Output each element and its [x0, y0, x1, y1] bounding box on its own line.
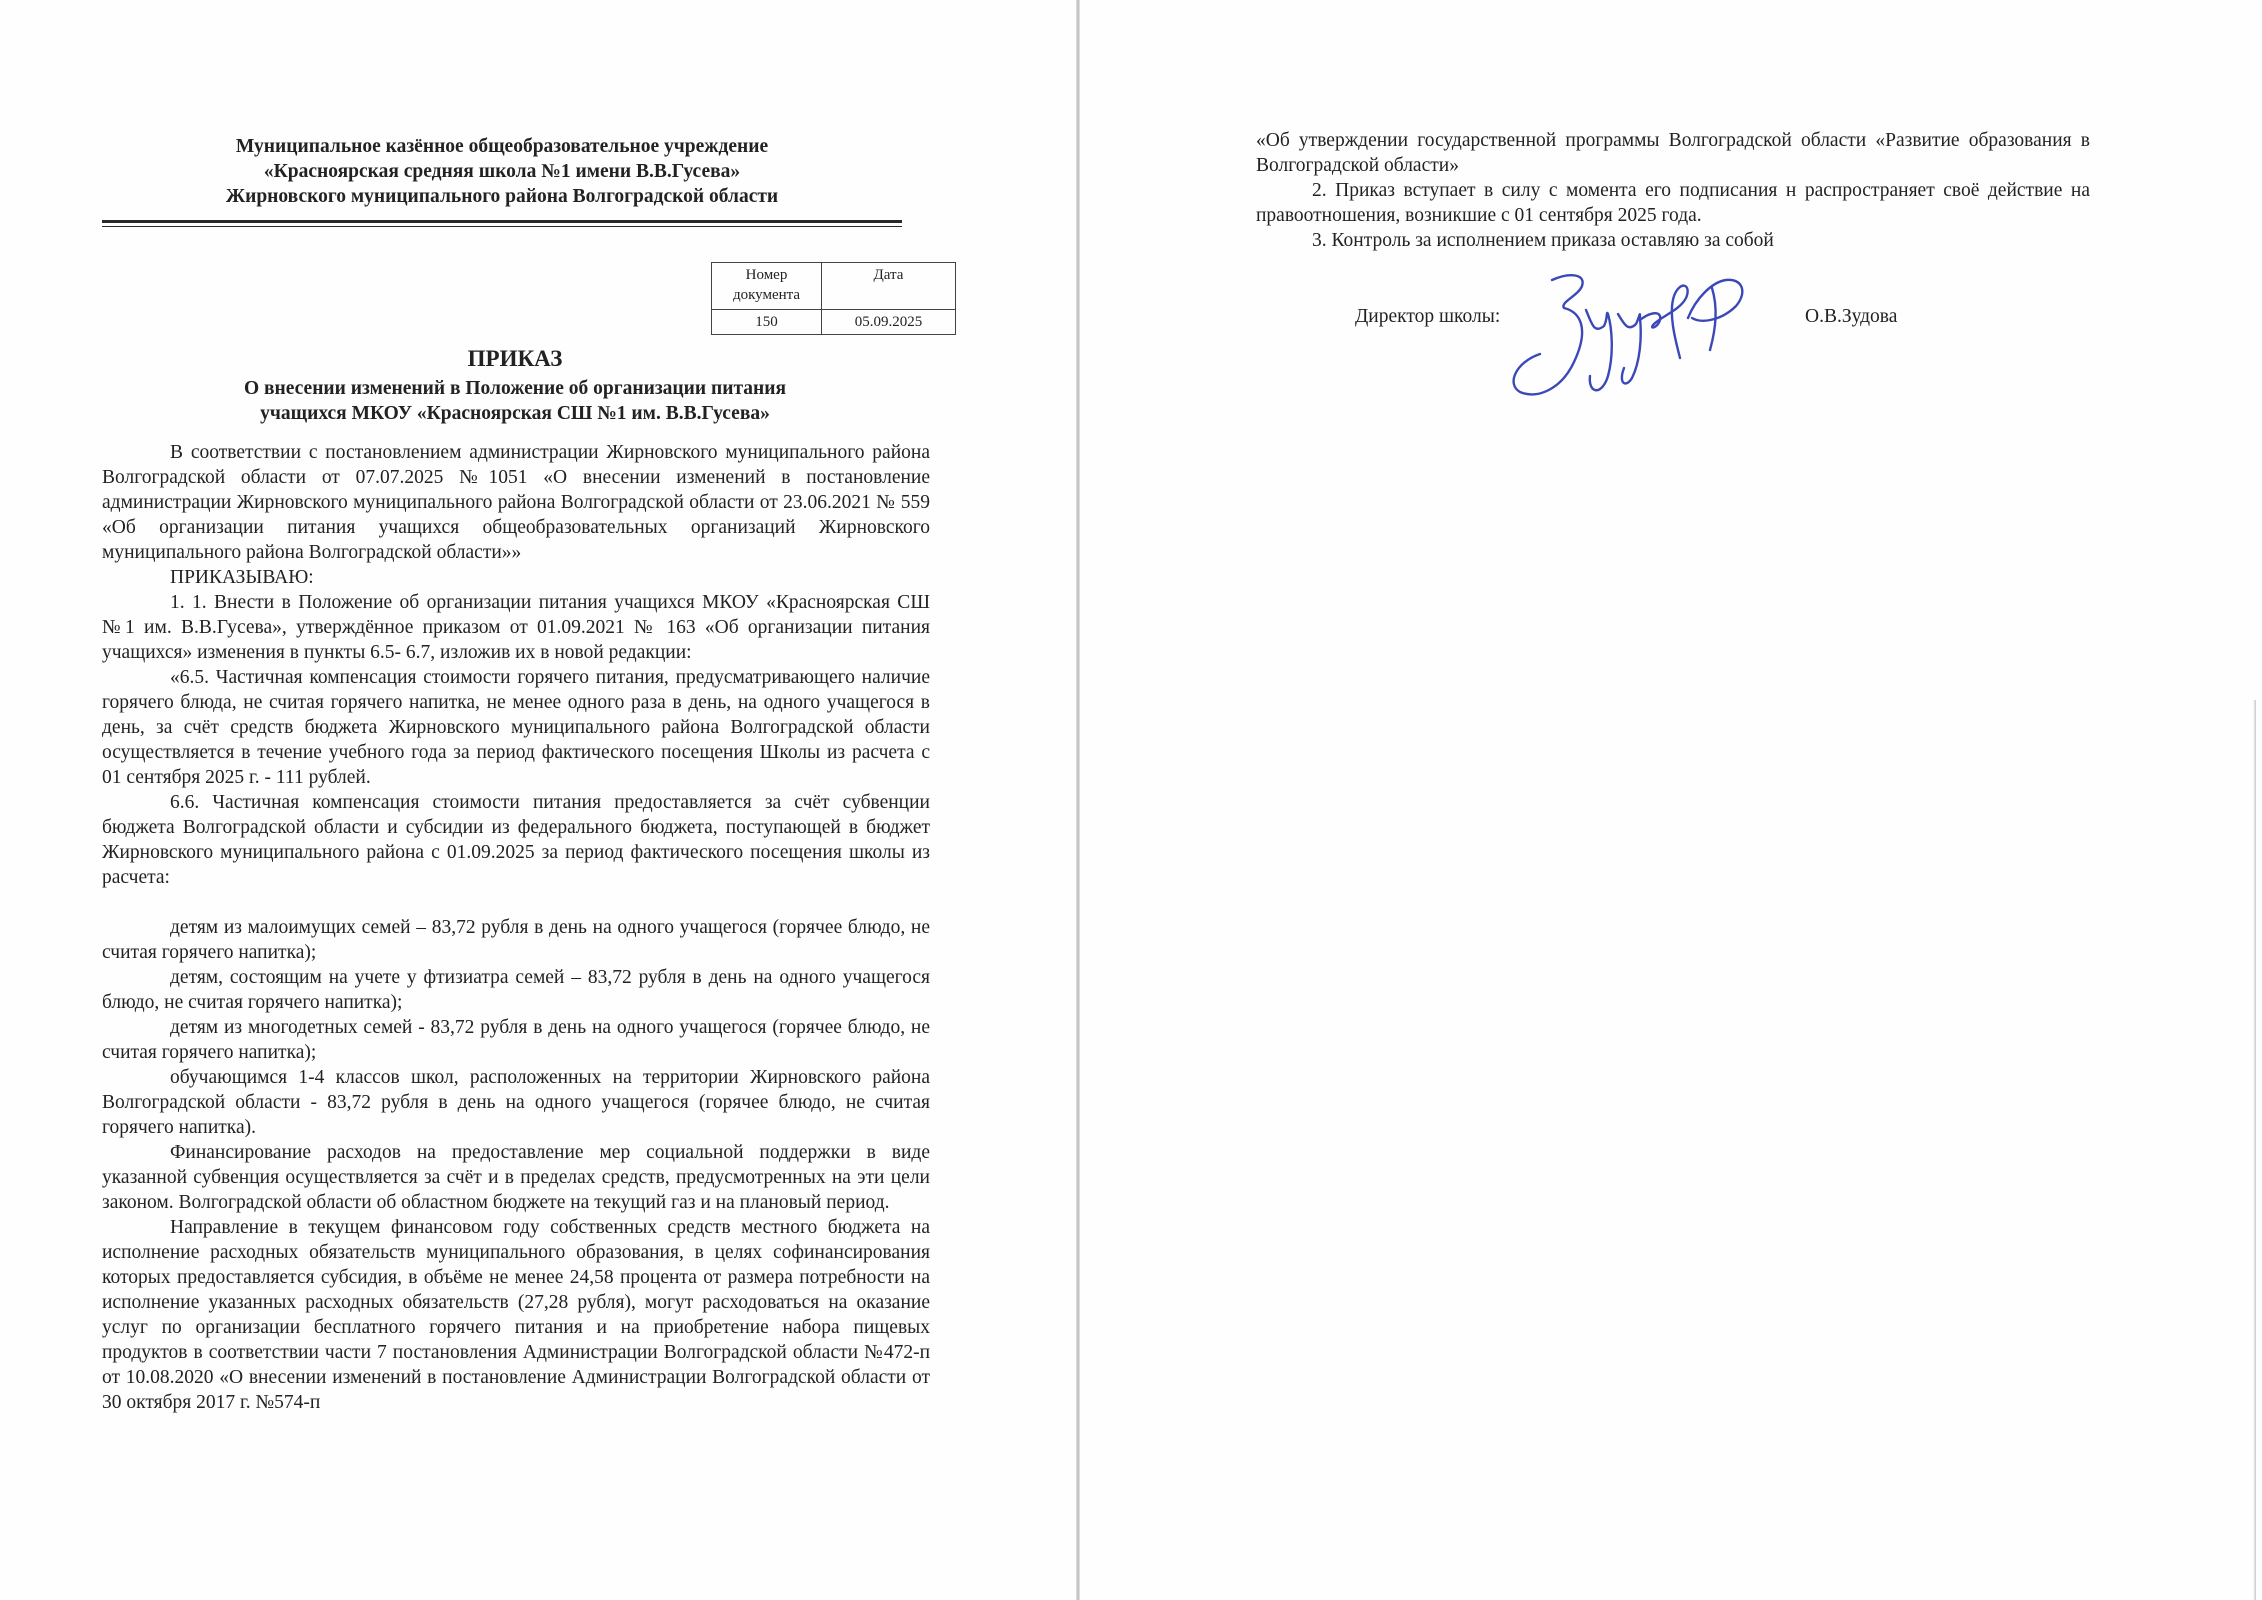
- header-divider: [102, 220, 902, 227]
- date-column-header: Дата: [822, 263, 956, 310]
- paragraph: Финансирование расходов на предоставление мер социальной поддержки в виде указанной субвенция осуществляется за счёт и в пределах средств, предусмотренных на эти цели законом. Волгоградской области об областном бюджете на текущий газ и на плановый период.: [102, 1142, 930, 1213]
- paragraph: В соответствии с постановлением администрации Жирновского муниципального района Волгоградской области от 07.07.2025 №1051 «О внесении изменений в постановление администрации Жирновского муниципального района Волгоградской области от 23.06.2021 № 559 «Об организации питания учащихся общеобразовательных организаций Жирновского муниципального района Волгоградской области»»: [102, 442, 930, 563]
- document-number-table: [711, 262, 956, 335]
- header-line: «Красноярская средняя школа №1 имени В.В.Гусева»: [263, 161, 741, 182]
- paragraph: 3. Контроль за исполнением приказа оставляю за собой: [1312, 230, 1774, 251]
- header-line: Муниципальное казённое общеобразовательное учреждение: [235, 136, 769, 157]
- document-subtitle: [100, 376, 930, 426]
- paragraph: Направление в текущем финансовом году собственных средств местного бюджета на исполнение расходных обязательств муниципального образования, в целях софинансирования которых предоставляется субсидия, в объёме не менее 24,58 процента от размера потребности на исполнение указанных расходных обязательств (27,28 рубля), могут расходоваться на оказание услуг по организации бесплатного горячего питания и на приобретение набора пищевых продуктов в соответствии части 7 постановления Администрации Волгоградской области №472-п от 10.08.2020 «О внесении изменений в постановление Администрации Волгоградской области от 30 октября 2017 г. №574-п: [102, 1217, 930, 1413]
- document-number: 150: [712, 310, 822, 335]
- paragraph: ПРИКАЗЫВАЮ:: [170, 567, 314, 588]
- paragraph: детям из многодетных семей - 83,72 рубля в день на одного учащегося (горячее блюдо, не считая горячего напитка);: [102, 1017, 930, 1063]
- paragraph: детям из малоимущих семей – 83,72 рубля в день на одного учащегося (горячее блюдо, не считая горячего напитка);: [102, 917, 930, 963]
- signature-label: Директор школы:: [1355, 306, 1501, 327]
- number-column-header: Номер документа: [712, 263, 822, 310]
- paragraph: обучающимся 1-4 классов школ, расположенных на территории Жирновского района Волгоградской области - 83,72 рубля в день на одного учащегося (горячее блюдо, не считая горячего напитка).: [102, 1067, 930, 1138]
- paragraph: детям, состоящим на учете у фтизиатра семей – 83,72 рубля в день на одного учащегося блюдо, не считая горячего напитка);: [102, 967, 930, 1013]
- document-title: ПРИКАЗ: [467, 346, 563, 371]
- order-body: [102, 440, 930, 1415]
- handwritten-signature: [1490, 258, 1780, 408]
- paragraph: 6.6. Частичная компенсация стоимости питания предоставляется за счёт субвенции бюджета Волгоградской области и субсидии из федерального бюджета, поступающей в бюджет Жирновского муниципального района с 01.09.2025 за период фактического посещения школы из расчета:: [102, 792, 930, 888]
- subtitle-line: О внесении изменений в Положение об организации питания: [243, 378, 787, 399]
- header-line: Жирновского муниципального района Волгоградской области: [225, 186, 779, 207]
- director-name: О.В.Зудова: [1805, 306, 1898, 327]
- institution-header: [100, 134, 904, 209]
- paragraph: 2. Приказ вступает в силу с момента его подписания н распространяет своё действие на правоотношения, возникшие с 01 сентября 2025 года.: [1256, 180, 2090, 226]
- document-date: 05.09.2025: [822, 310, 956, 335]
- subtitle-line: учащихся МКОУ «Красноярская СШ №1 им. В.В.Гусева»: [260, 403, 770, 424]
- left-page: [0, 0, 1076, 1600]
- paragraph: 1. 1. Внести в Положение об организации питания учащихся МКОУ «Красноярская СШ №1 им. В.В.Гусева», утверждённое приказом от 01.09.2021 № 163 «Об организации питания учащихся» изменения в пункты 6.5- 6.7, изложив их в новой редакции:: [102, 592, 930, 663]
- paragraph: «Об утверждении государственной программы Волгоградской области «Развитие образования в Волгоградской области»: [1256, 130, 2090, 176]
- page-edge: [2253, 700, 2256, 1600]
- paragraph: «6.5. Частичная компенсация стоимости горячего питания, предусматривающего наличие горячего блюда, не считая горячего напитка, не менее одного раза в день, на одного учащегося в день, за счёт средств бюджета Жирновского муниципального района Волгоградской области осуществляется в течение учебного года за период фактического посещения Школы из расчета с 01 сентября 2025 г. - 111 рублей.: [102, 667, 930, 788]
- order-continuation: [1256, 128, 2090, 253]
